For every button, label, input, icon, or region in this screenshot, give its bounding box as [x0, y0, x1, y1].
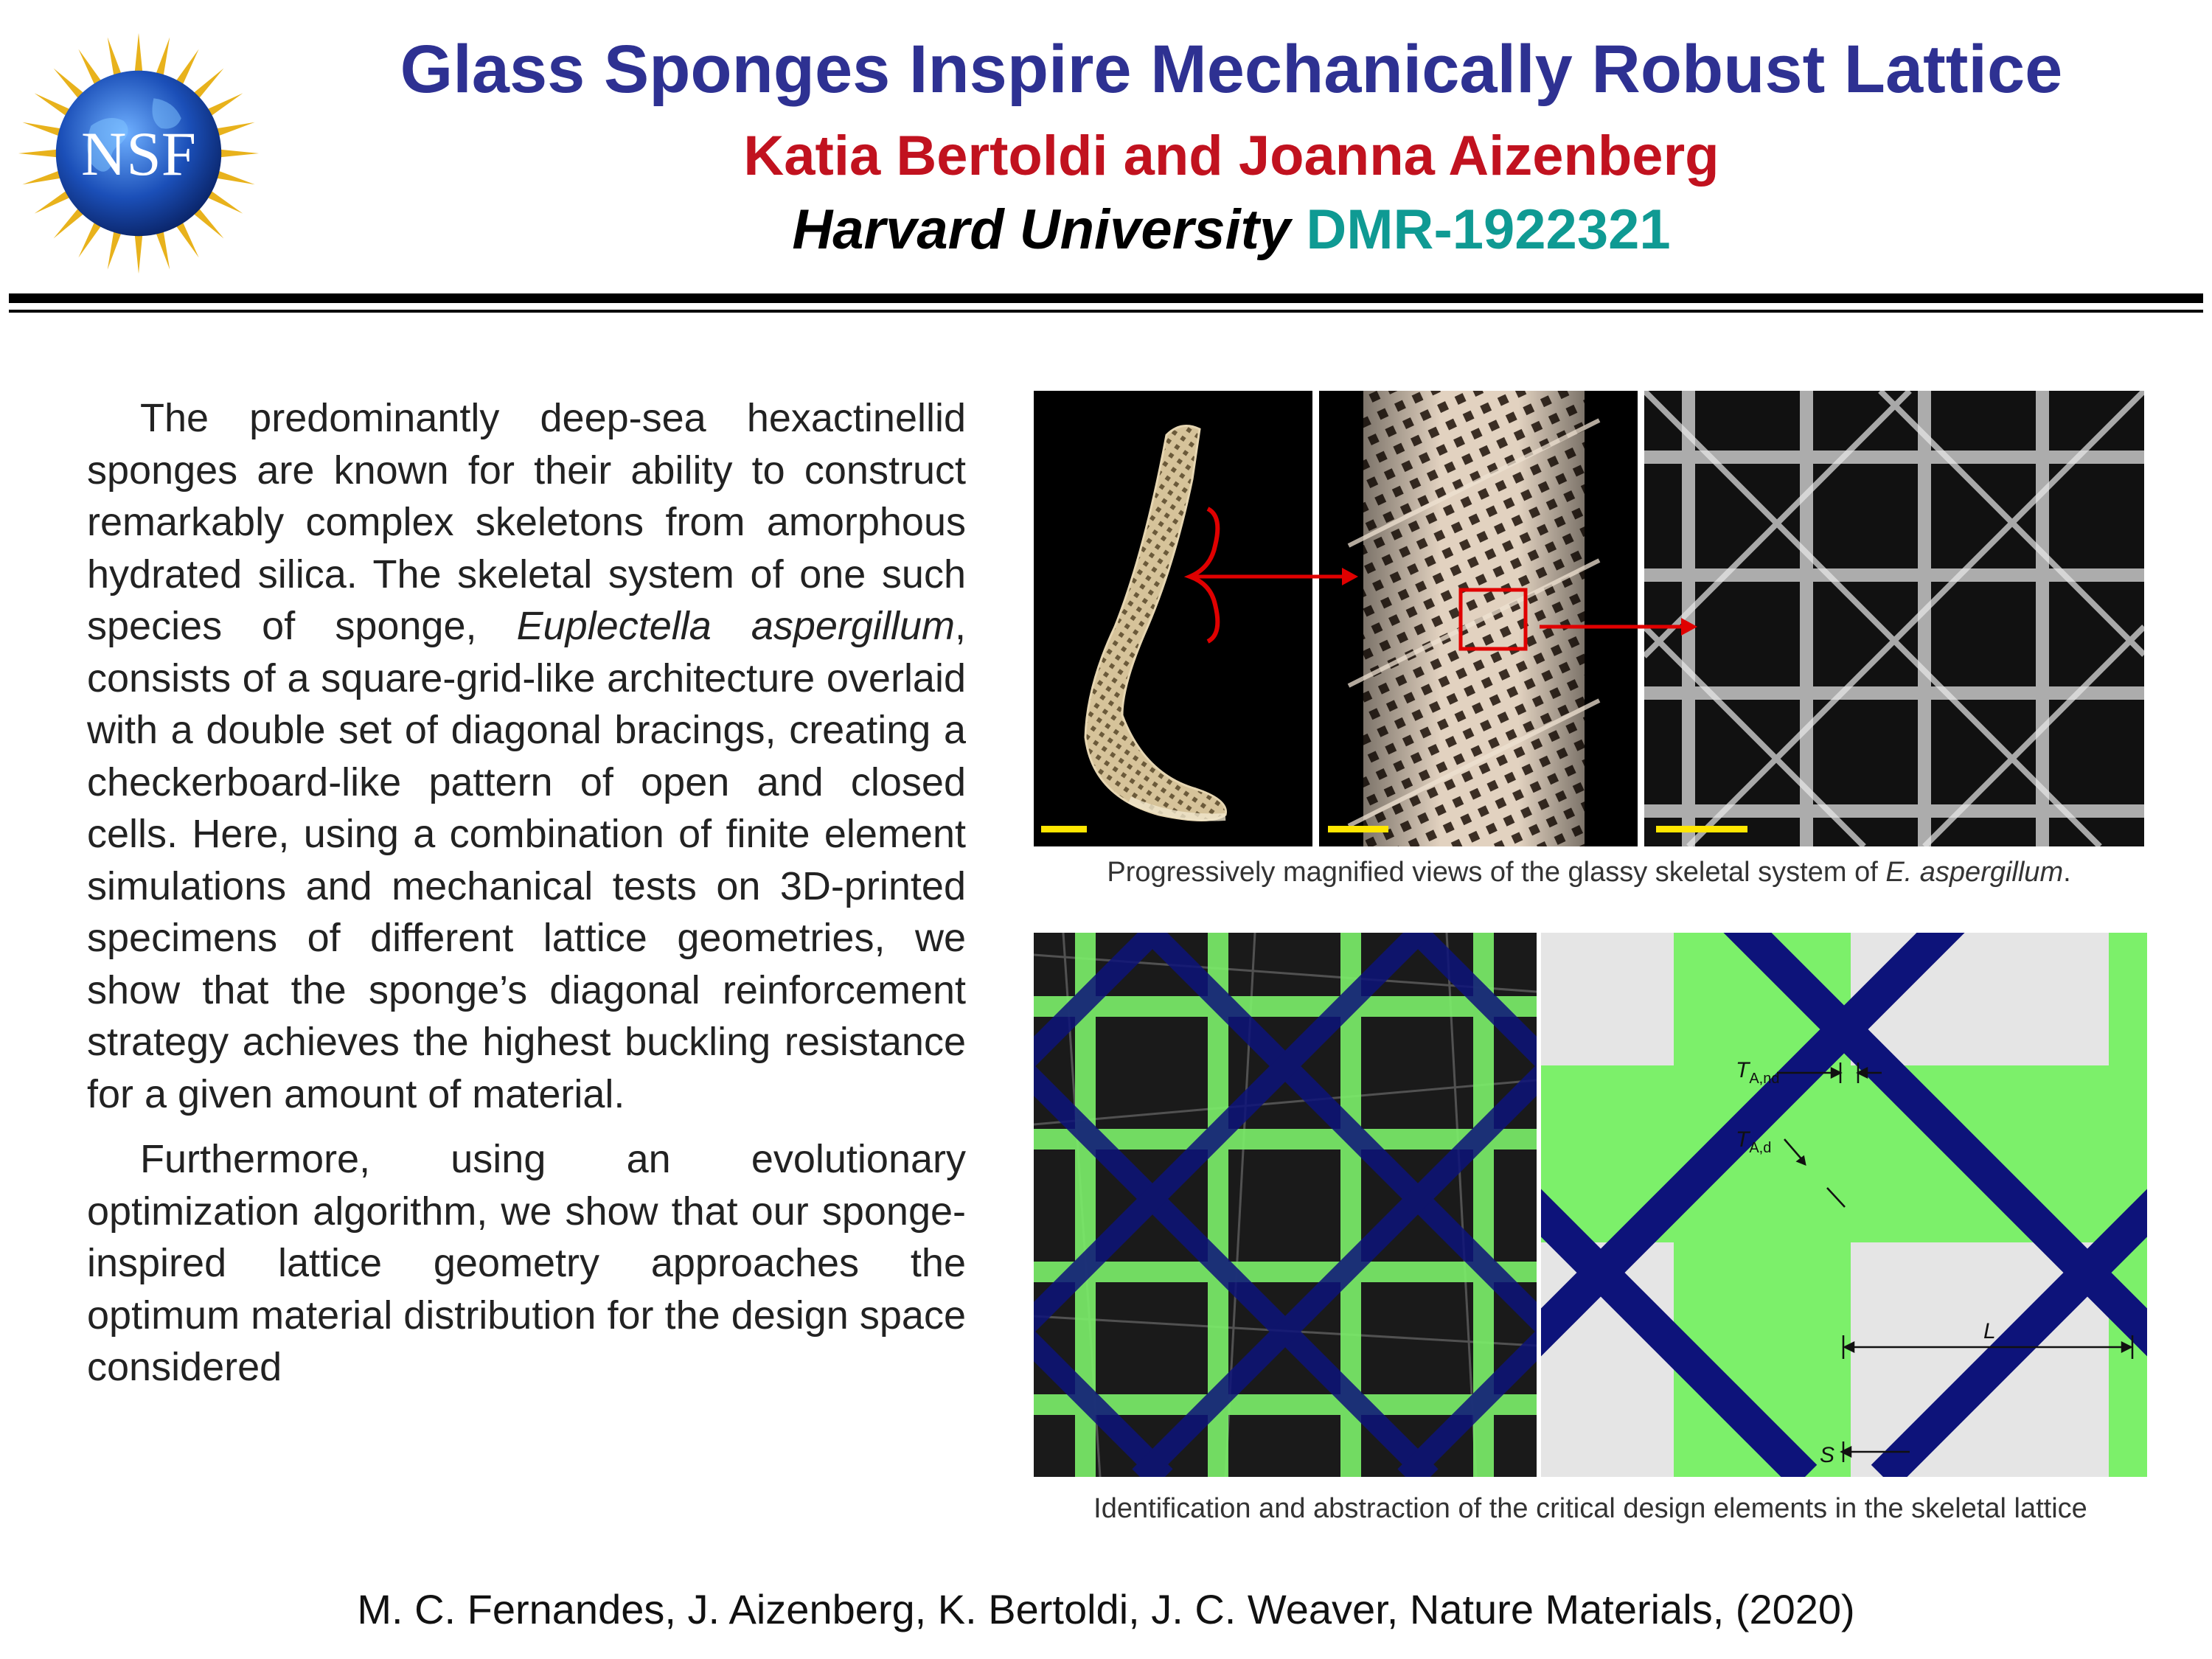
paragraph-1	[87, 392, 966, 1120]
svg-text:NSF: NSF	[81, 119, 196, 189]
paragraph-1-part-b: , consists of a square-grid-like architecture overlaid with a double set of diagonal bracings, creating a checkerboard-like pattern of open and closed cells. Here, using a combination of finite element simulations and mechanical tests on 3D-printed specimens of different lattice geometries, we show that the sponge’s diagonal reinforcement strategy achieves the highest buckling resistance for a given amount of material.	[87, 604, 966, 1116]
species-name: Euplectella aspergillum	[516, 604, 955, 648]
lattice-overlay-photo	[1034, 933, 1537, 1477]
lattice-abstraction-diagram	[1541, 933, 2147, 1477]
institution-line	[273, 198, 2190, 262]
label-ta-d: $T_{A,d}$	[1736, 1127, 1772, 1156]
label-s: S	[1820, 1443, 1835, 1467]
label-ta-nd: $T_{A,nd}$	[1736, 1058, 1780, 1087]
header-rule-thin	[9, 310, 2203, 313]
body-text	[87, 392, 966, 1394]
page-title: Glass Sponges Inspire Mechanically Robust Lattice	[400, 32, 2063, 107]
nsf-logo	[13, 28, 264, 279]
paragraph-2: Furthermore, using an evolutionary optimization algorithm, we show that our sponge-inspired lattice geometry approaches the optimum material distribution for the design space considered	[87, 1137, 966, 1389]
institution: Harvard University	[792, 198, 1291, 261]
figure-1-caption-species: E. aspergillum	[1885, 857, 2064, 888]
magnification-arrows	[1034, 391, 2144, 846]
authors: Katia Bertoldi and Joanna Aizenberg	[743, 125, 1719, 187]
reference-citation: M. C. Fernandes, J. Aizenberg, K. Bertoldi, J. C. Weaver, Nature Materials, (2020)	[357, 1586, 1855, 1632]
figure-2-caption: Identification and abstraction of the critical design elements in the skeletal lattice	[1093, 1493, 2087, 1524]
figure-1-caption	[1034, 857, 2144, 888]
figure-1-caption-b: .	[2063, 857, 2071, 888]
paragraph-1-part-a: The predominantly deep-sea hexactinellid sponges are known for their ability to construct remarkably complex skeletons from amorphous hydrated silica. The skeletal system of one such species of sponge,	[87, 396, 966, 648]
header-rule-thick	[9, 293, 2203, 303]
label-l: L	[1983, 1319, 1996, 1343]
figure-1-caption-a: Progressively magnified views of the glassy skeletal system of	[1107, 857, 1886, 888]
award-number: DMR-1922321	[1306, 198, 1671, 261]
